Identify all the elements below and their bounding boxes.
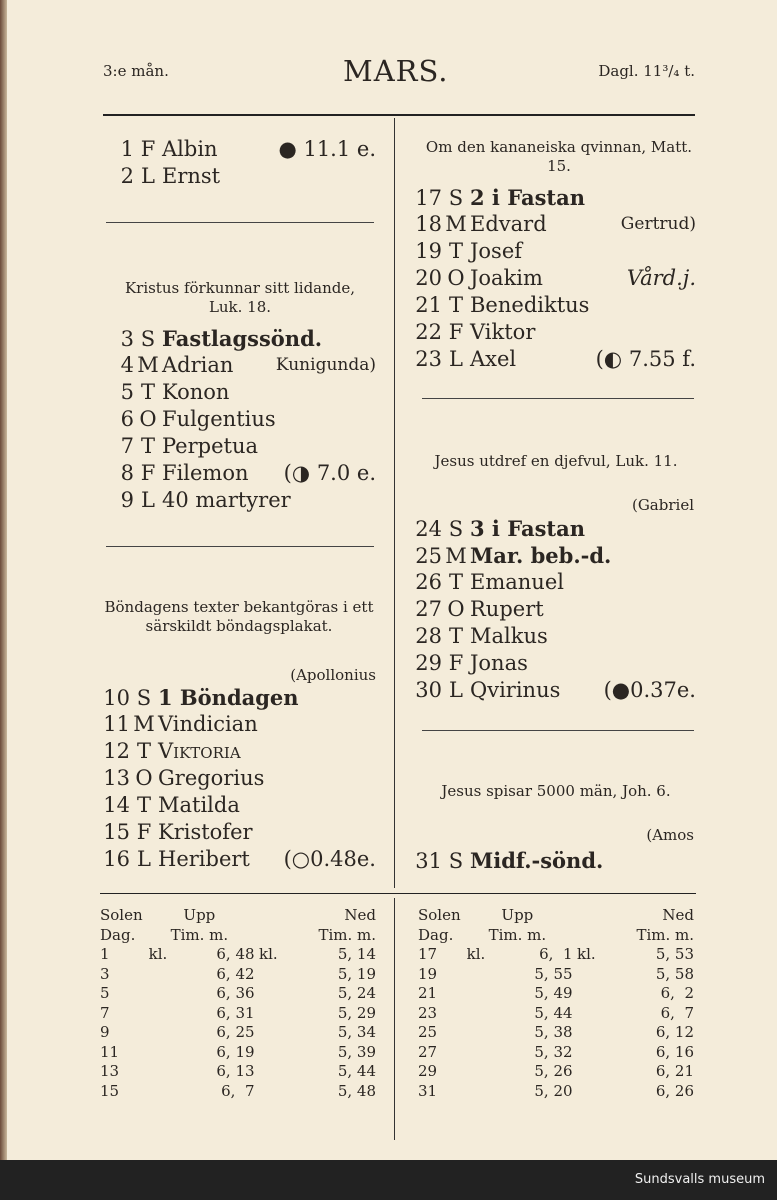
day-number: 17 <box>415 186 442 210</box>
sun-cell: 29 <box>418 1062 438 1080</box>
saint-name: Edvard <box>470 212 547 236</box>
sun-cell: 5, 53 <box>655 945 694 963</box>
sun-cell: 6, 21 <box>655 1062 694 1080</box>
day-number: 25 <box>415 544 442 568</box>
sun-row <box>418 1062 694 1082</box>
sun-header-cell: Tim. m. <box>170 925 229 944</box>
day-number: 19 <box>415 239 442 263</box>
weekday-letter: O <box>135 766 153 790</box>
weekday-letter: T <box>448 570 463 594</box>
sun-cell <box>573 1082 601 1102</box>
weekday-letter: F <box>140 137 156 161</box>
saint-name: Viktor <box>470 320 536 344</box>
divider <box>422 730 694 731</box>
sun-cell <box>144 1062 172 1082</box>
sun-cell: 27 <box>418 1042 438 1061</box>
sun-row <box>418 945 694 965</box>
day-row <box>100 765 264 792</box>
day-row <box>104 325 322 353</box>
sun-cell: 6, 1 <box>539 945 573 963</box>
sun-header-row <box>418 906 694 926</box>
day-row <box>104 460 249 487</box>
day-number: 9 <box>120 488 134 512</box>
day-number: 23 <box>415 347 442 371</box>
sun-cell <box>573 1023 601 1043</box>
day-annotation: Vård.j. <box>626 266 696 290</box>
sun-column-divider <box>394 898 395 1140</box>
weekday-letter: T <box>448 624 463 648</box>
sun-cell <box>462 1043 490 1063</box>
day-number: 28 <box>415 624 442 648</box>
weekday-letter: S <box>448 849 464 873</box>
divider <box>422 398 694 399</box>
sun-cell: 31 <box>418 1081 438 1100</box>
sun-header-cell: Dag. <box>100 925 136 944</box>
weekday-letter: S <box>448 517 464 541</box>
sun-row <box>100 984 376 1004</box>
sun-header-cell: Tim. m. <box>488 925 547 944</box>
gospel-note: Kristus förkunnar sitt lidande, Luk. 18. <box>124 279 356 316</box>
sun-cell: 23 <box>418 1003 438 1022</box>
weekday-letter: M <box>445 544 467 568</box>
saint-name: Rupert <box>470 597 544 621</box>
sun-cell <box>144 1082 172 1102</box>
day-row <box>104 487 291 514</box>
sun-cell: 6, 26 <box>655 1081 694 1100</box>
sun-cell <box>255 1004 283 1024</box>
weekday-letter: F <box>448 651 464 675</box>
sun-cell: 5, 14 <box>337 945 376 963</box>
saint-name: Malkus <box>470 624 548 648</box>
day-row <box>412 515 585 543</box>
sun-cell: 19 <box>418 964 438 983</box>
sun-cell <box>144 1004 172 1024</box>
sun-cell <box>462 965 490 985</box>
day-row <box>412 650 528 677</box>
day-row <box>100 846 250 873</box>
day-number: 26 <box>415 570 442 594</box>
sun-row <box>418 965 694 985</box>
day-number: 20 <box>415 266 442 290</box>
day-annotation: (○0.48e. <box>283 847 376 871</box>
weekday-letter: L <box>449 678 463 702</box>
saint-name: Adrian <box>162 353 234 377</box>
day-number: 16 <box>103 847 130 871</box>
sun-cell <box>255 984 283 1004</box>
sun-cell: 5 <box>100 984 110 1002</box>
day-row <box>100 738 241 765</box>
day-annotation: Kunigunda) <box>275 355 376 375</box>
sun-table-rule <box>100 893 696 894</box>
sun-row <box>418 1043 694 1063</box>
day-row <box>104 379 229 406</box>
sun-header-cell: Solen <box>100 906 143 924</box>
sun-cell: 6, 31 <box>216 1003 255 1022</box>
day-number: 3 <box>120 327 134 351</box>
weekday-letter: M <box>137 353 159 377</box>
sun-header-cell: Ned <box>344 906 376 924</box>
weekday-letter: M <box>133 712 155 736</box>
sun-row <box>418 984 694 1004</box>
weekday-letter: T <box>140 380 155 404</box>
weekday-letter: O <box>447 266 465 290</box>
saint-name: Heribert <box>158 847 250 871</box>
weekday-letter: S <box>140 327 156 351</box>
day-number: 10 <box>103 686 130 710</box>
saint-name: Jonas <box>470 651 528 675</box>
weekday-letter: T <box>136 793 151 817</box>
saint-name: Benediktus <box>470 293 590 317</box>
sun-cell: 21 <box>418 984 438 1002</box>
gospel-note: Böndagens texter bekantgöras i ett särskildt böndagsplakat. <box>104 598 374 635</box>
sun-row <box>418 1082 694 1102</box>
day-number: 14 <box>103 793 130 817</box>
sun-cell: 6, 36 <box>216 984 255 1002</box>
sun-cell: kl. <box>259 945 278 963</box>
day-number: 1 <box>120 137 134 161</box>
day-number: 2 <box>120 164 134 188</box>
day-number: 13 <box>103 766 130 790</box>
sun-cell: 5, 49 <box>534 984 573 1002</box>
day-row <box>412 596 544 623</box>
sun-header-row <box>100 906 376 926</box>
weekday-letter: L <box>141 164 155 188</box>
weekday-letter: L <box>137 847 151 871</box>
saint-name: 3 i Fastan <box>470 516 585 541</box>
credit-bar <box>0 1160 777 1200</box>
day-row <box>412 238 522 265</box>
saint-name: Matilda <box>158 793 240 817</box>
saint-name: 40 martyrer <box>162 488 291 512</box>
divider <box>106 546 374 547</box>
sun-header-cell: Upp <box>183 906 216 924</box>
saint-name: Qvirinus <box>470 678 561 702</box>
sun-cell: 9 <box>100 1023 110 1041</box>
day-number: 21 <box>415 293 442 317</box>
sun-cell: 5, 19 <box>337 964 376 983</box>
sun-cell <box>573 1062 601 1082</box>
header-rule <box>103 114 695 116</box>
day-row <box>412 265 543 292</box>
sun-cell: 5, 38 <box>534 1023 573 1041</box>
day-row <box>104 163 220 190</box>
weekday-letter: T <box>448 293 463 317</box>
day-row <box>412 346 516 373</box>
sun-header-cell: Dag. <box>418 925 454 944</box>
sun-cell: 6, 2 <box>660 984 694 1002</box>
sunrise-table-left <box>100 906 376 1101</box>
day-number: 18 <box>415 212 442 236</box>
day-number: 4 <box>120 353 134 377</box>
day-row <box>412 542 611 570</box>
saint-name: Vindician <box>158 712 258 736</box>
saint-name: Kristofer <box>158 820 253 844</box>
day-row <box>412 623 548 650</box>
sun-cell <box>144 984 172 1004</box>
weekday-letter: L <box>141 488 155 512</box>
sun-cell: 5, 58 <box>655 964 694 983</box>
day-row <box>100 684 299 712</box>
saint-name: Viktoria <box>158 739 241 763</box>
sun-cell: 5, 26 <box>534 1062 573 1080</box>
sun-cell: kl. <box>148 945 168 963</box>
daylight-hours: Dagl. 11³/₄ t. <box>598 62 695 80</box>
day-row <box>100 711 258 738</box>
day-row <box>412 677 560 704</box>
saint-name: Gregorius <box>158 766 265 790</box>
sun-cell: 7 <box>100 1003 110 1022</box>
sun-cell: 6, 19 <box>216 1042 255 1061</box>
sun-row <box>100 1082 376 1102</box>
sun-cell: 5, 24 <box>337 984 376 1002</box>
day-number: 27 <box>415 597 442 621</box>
day-row <box>104 352 233 379</box>
sun-cell <box>144 965 172 985</box>
day-number: 22 <box>415 320 442 344</box>
sun-header-row <box>100 926 376 946</box>
day-number: 29 <box>415 651 442 675</box>
sun-cell: 5, 29 <box>337 1003 376 1022</box>
weekday-letter: S <box>448 186 464 210</box>
day-row <box>412 847 603 875</box>
sun-cell <box>573 965 601 985</box>
sun-cell: 5, 32 <box>534 1042 573 1061</box>
sun-cell: 25 <box>418 1023 438 1041</box>
weekday-letter: T <box>448 239 463 263</box>
weekday-letter: T <box>140 434 155 458</box>
sun-header-cell: Ned <box>662 906 694 924</box>
sun-row <box>100 1004 376 1024</box>
day-row <box>104 433 258 460</box>
weekday-letter: O <box>139 407 157 431</box>
weekday-letter: F <box>448 320 464 344</box>
sun-cell: 6, 16 <box>655 1042 694 1061</box>
day-number: 6 <box>120 407 134 431</box>
sun-cell: 13 <box>100 1062 120 1080</box>
page-title: MARS. <box>343 54 449 88</box>
saint-name: Midf.-sönd. <box>470 848 604 873</box>
sun-cell <box>573 1004 601 1024</box>
sun-cell: 5, 44 <box>337 1062 376 1080</box>
sun-cell: 6, 7 <box>660 1003 694 1022</box>
sun-cell <box>144 1023 172 1043</box>
day-row <box>104 136 218 163</box>
sun-cell: 5, 34 <box>337 1023 376 1041</box>
sun-cell <box>462 984 490 1004</box>
sun-cell: 1 <box>100 945 110 963</box>
sun-cell <box>573 984 601 1004</box>
sun-cell: 5, 48 <box>337 1081 376 1100</box>
sun-cell <box>462 1062 490 1082</box>
sun-cell: 17 <box>418 945 438 963</box>
sun-cell: kl. <box>466 945 486 963</box>
day-number: 31 <box>415 849 442 873</box>
day-number: 5 <box>120 380 134 404</box>
saint-name: Filemon <box>162 461 249 485</box>
day-number: 11 <box>103 712 130 736</box>
weekday-letter: M <box>445 212 467 236</box>
day-row <box>412 211 547 238</box>
weekday-letter: S <box>136 686 152 710</box>
day-row <box>412 184 585 212</box>
sun-header-cell: Upp <box>501 906 534 924</box>
day-number: 30 <box>415 678 442 702</box>
saint-name: Ernst <box>162 164 221 188</box>
sun-row <box>100 1023 376 1043</box>
divider <box>106 222 374 223</box>
day-number: 15 <box>103 820 130 844</box>
day-annotation: Gertrud) <box>620 214 696 234</box>
weekday-letter: O <box>447 597 465 621</box>
sun-cell: 6, 48 <box>216 945 255 963</box>
column-divider <box>394 118 395 888</box>
sun-cell <box>573 1043 601 1063</box>
sun-cell <box>462 1004 490 1024</box>
gospel-note: Jesus spisar 5000 män, Joh. 6. <box>441 782 671 800</box>
sun-row <box>100 945 376 965</box>
sun-row <box>418 1004 694 1024</box>
sun-cell: 15 <box>100 1081 120 1100</box>
sun-cell <box>255 1062 283 1082</box>
sun-cell: 3 <box>100 964 110 983</box>
day-row <box>104 406 276 433</box>
saint-name: Josef <box>470 239 523 263</box>
saint-name: Albin <box>162 137 218 161</box>
sun-cell: 6, 12 <box>655 1023 694 1041</box>
saint-name: Joakim <box>470 266 543 290</box>
day-row <box>100 819 253 846</box>
museum-credit: Sundsvalls museum <box>634 1172 765 1187</box>
sun-row <box>418 1023 694 1043</box>
sun-cell: 6, 13 <box>216 1062 255 1080</box>
weekday-letter: T <box>136 739 151 763</box>
month-number: 3:e mån. <box>103 62 169 80</box>
day-row <box>100 792 240 819</box>
day-annotation: (●0.37e. <box>603 678 696 702</box>
saint-name: 1 Böndagen <box>158 685 299 710</box>
sun-row <box>100 1043 376 1063</box>
saint-name: 2 i Fastan <box>470 185 585 210</box>
name-day-note: (Apollonius <box>290 666 376 684</box>
weekday-letter: L <box>449 347 463 371</box>
sunrise-table-right <box>418 906 694 1101</box>
saint-name: Mar. beb.-d. <box>470 543 612 568</box>
day-annotation: ● 11.1 e. <box>278 137 376 161</box>
saint-name: Perpetua <box>162 434 259 458</box>
sun-row <box>100 965 376 985</box>
sun-cell: 5, 39 <box>337 1042 376 1061</box>
saint-name: Fulgentius <box>162 407 276 431</box>
sun-cell: 6, 7 <box>221 1081 255 1100</box>
sun-header-cell: Solen <box>418 906 461 924</box>
day-number: 8 <box>120 461 134 485</box>
day-row <box>412 569 564 596</box>
saint-name: Axel <box>470 347 517 371</box>
weekday-letter: F <box>140 461 156 485</box>
sun-cell: kl. <box>577 945 596 963</box>
day-annotation: (◑ 7.0 e. <box>283 461 376 485</box>
day-number: 24 <box>415 517 442 541</box>
sun-cell <box>144 1043 172 1063</box>
saint-name: Konon <box>162 380 230 404</box>
book-spine <box>0 0 7 1160</box>
sun-cell <box>255 1082 283 1102</box>
sun-header-cell: Tim. m. <box>318 925 376 944</box>
sun-cell <box>462 1023 490 1043</box>
sun-cell: 5, 55 <box>534 964 573 983</box>
day-row <box>412 292 589 319</box>
day-number: 12 <box>103 739 130 763</box>
sun-cell: 5, 20 <box>534 1081 573 1100</box>
sun-cell: 11 <box>100 1042 120 1061</box>
sun-cell <box>462 1082 490 1102</box>
gospel-note: Jesus utdref en djefvul, Luk. 11. <box>434 452 678 470</box>
day-number: 7 <box>120 434 134 458</box>
sun-cell: 6, 25 <box>216 1023 255 1041</box>
name-day-note: (Gabriel <box>631 496 694 514</box>
day-annotation: (◐ 7.55 f. <box>595 347 696 371</box>
sun-cell <box>255 1043 283 1063</box>
name-day-note: (Amos <box>646 826 694 844</box>
sun-header-row <box>418 926 694 946</box>
sun-cell: 5, 44 <box>534 1003 573 1022</box>
weekday-letter: F <box>136 820 152 844</box>
saint-name: Emanuel <box>470 570 564 594</box>
sun-row <box>100 1062 376 1082</box>
saint-name: Fastlagssönd. <box>162 326 323 351</box>
sun-header-cell: Tim. m. <box>636 925 694 944</box>
sun-cell <box>255 1023 283 1043</box>
sun-cell <box>255 965 283 985</box>
sun-cell: 6, 42 <box>216 964 255 983</box>
day-row <box>412 319 535 346</box>
gospel-note: Om den kananeiska qvinnan, Matt. 15. <box>425 138 693 175</box>
